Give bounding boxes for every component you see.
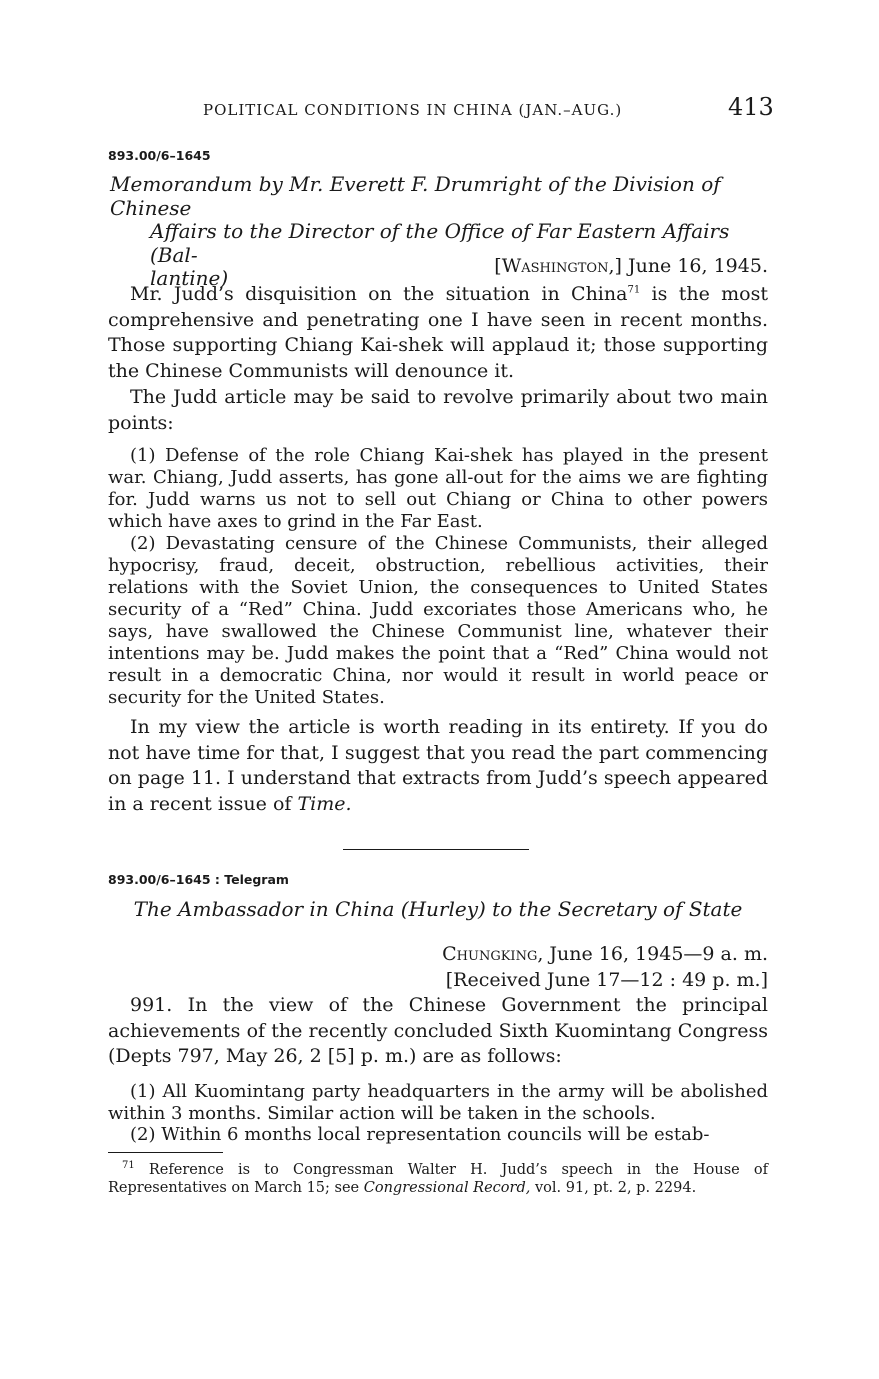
paragraph-text: Mr. Judd’s disquisition on the situation in China [130, 283, 628, 305]
dateline-date: June 16, 1945. [627, 255, 768, 277]
numbered-point: (1) Defense of the role Chiang Kai-shek has played in the present war. Chiang, Judd asserts, has gone all-out for the aims we are fighting for. Judd warns us not to sell out Chiang or China to other powers which have axes to grind in the Far East. [108, 445, 768, 532]
file-number: 893.00/6–1645 : Telegram [108, 872, 289, 887]
italic-title: Time. [297, 792, 352, 815]
document-heading: The Ambassador in China (Hurley) to the Secretary of State [133, 897, 743, 921]
footnote-italic: Congressional Record, [363, 1180, 531, 1196]
paragraph-text: is the most comprehensive and penetrating one I have seen in recent months. Those supporting Chiang Kai-shek will applaud it; those supporting the Chinese Communists will denounce it. [108, 283, 768, 382]
numbered-point: (1) All Kuomintang party headquarters in the army will be abolished within 3 months. Similar action will be taken in the schools. [108, 1081, 768, 1124]
paragraph: The Judd article may be said to revolve primarily about two main points: [108, 386, 768, 434]
paragraph [108, 282, 768, 384]
heading-line: Memorandum by Mr. Everett F. Drumright of the Division of Chinese [110, 172, 721, 220]
heading-line: lantine) [150, 266, 229, 290]
dateline-place: Chungking, [442, 943, 544, 965]
section-divider [343, 849, 529, 850]
numbered-point: (2) Devastating censure of the Chinese Communists, their alleged hypocrisy, fraud, deceit, obstruction, rebellious activities, their relations with the Soviet Union, the consequences to United States security of a “Red” China. Judd excoriates those Americans who, he says, have swallowed the Chinese Communist line, whatever their intentions may be. Judd makes the point that a “Red” China would not result in a democratic China, nor would it result in world peace or security for the United States. [108, 533, 768, 708]
footnote-text: vol. 91, pt. 2, p. 2294. [530, 1180, 697, 1196]
heading-line: Affairs to the Director of the Office of Far Eastern Affairs (Bal- [150, 219, 730, 267]
numbered-point: (2) Within 6 months local representation councils will be estab- [130, 1124, 710, 1145]
paragraph: 991. In the view of the Chinese Government the principal achievements of the recently concluded Sixth Kuomintang Congress (Depts 797, May 26, 2 [5] p. m.) are as follows: [108, 994, 768, 1067]
received-line: [Received June 17—12 : 49 p. m.] [445, 969, 768, 991]
dateline [108, 254, 768, 280]
running-head-title: POLITICAL CONDITIONS IN CHINA (JAN.–AUG.) [203, 101, 623, 119]
footnote [108, 1161, 768, 1197]
dateline-date: June 16, 1945—9 a. m. [549, 943, 768, 965]
file-number: 893.00/6–1645 [108, 148, 211, 163]
footnote-ref[interactable]: 71 [627, 284, 641, 296]
footnote-marker: 71 [122, 1160, 135, 1172]
dateline [108, 942, 768, 968]
dateline-place: [Washington,] [494, 255, 622, 277]
footnote-text: Reference is to Congressman Walter H. Judd’s speech in the House of Representatives on March 15; see [108, 1162, 768, 1196]
paragraph-text: In my view the article is worth reading in its entirety. If you do not have time for that, I suggest that you read the part commencing on page 11. I understand that extracts from Judd’s speech appeared in a recent issue of [108, 716, 768, 815]
page-number: 413 [728, 93, 774, 121]
paragraph [108, 715, 768, 817]
footnote-divider [108, 1152, 223, 1153]
